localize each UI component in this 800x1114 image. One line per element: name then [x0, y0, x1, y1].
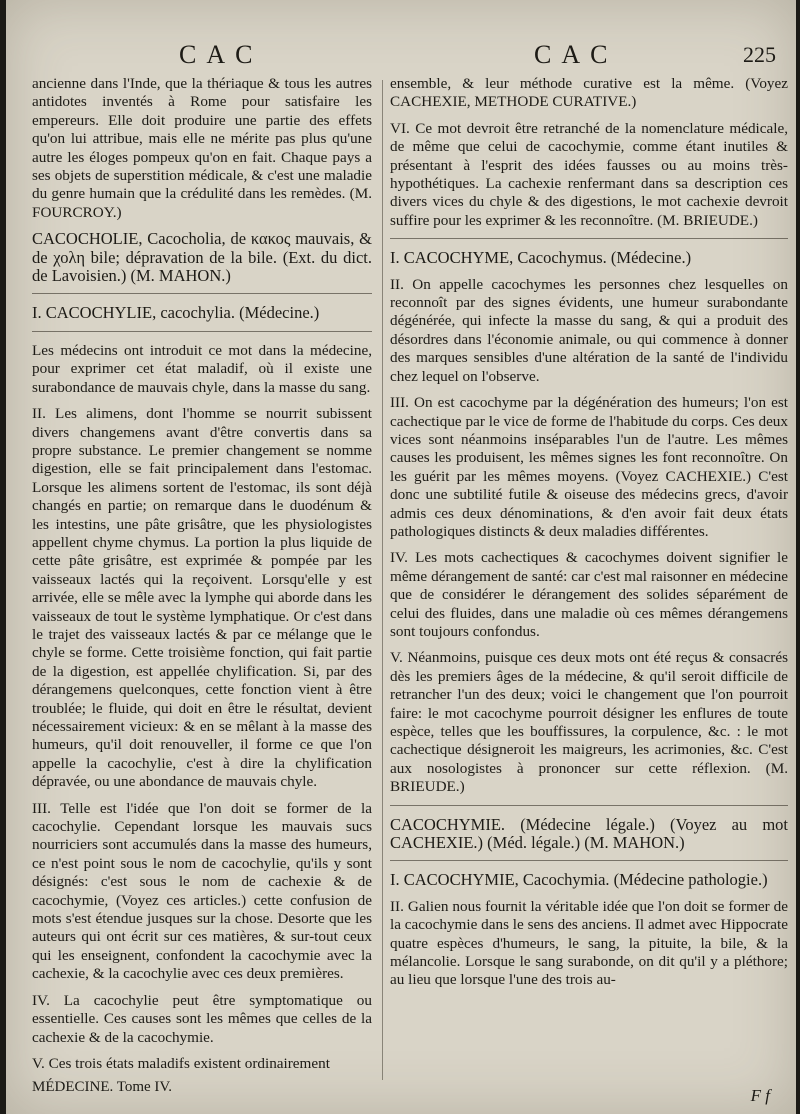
paragraph: III. On est cacochyme par la dégénération des humeurs; l'on est cachectique par le vice de forme de l'habitude du corps. Ces deux vices sont néanmoins inséparables l'un de l'autre. Les mêmes causes les produisent, les mêmes signes les font reconnoître. On les guérit par les mêmes moyens. (Voyez CACHEXIE.) C'est donc une subtilité futile & oiseuse des médecins grecs, d'avoir admis ces deux dénominations, & d'en avoir fait deux états pathologiques distincts & deux maladies différentes.: [390, 394, 788, 540]
entry-heading: I. CACOCHYME, Cacochymus. (Médecine.): [390, 248, 692, 268]
footer-signature: F f: [750, 1086, 770, 1105]
page-number: 225: [743, 42, 776, 67]
paragraph: ancienne dans l'Inde, que la thériaque & tous les autres antidotes inventés à Rome pour satisfaire les empereurs. Elle doit produire une partie des effets qu'on lui attribue, mais elle ne mérite pas plus qu'une autre les éloges pompeux qu'on en fait. Chaque pays a ses objets de superstition médicale, & c'est une maladie du genre humain que la crédulité dans les remèdes. (M. FOURCROY.): [32, 75, 372, 221]
paragraph: III. Telle est l'idée que l'on doit se former de la cacochylie. Cependant lorsque les mauvais sucs nourriciers sont accumulés dans la masse des humeurs, ce n'est point sous le nom de cacochylie, qu'ils y sont désignés: c'est sous le nom de cachexie & de cacochymie, (Voyez ces articles.) cette confusion de mots s'est étendue jusques sur la chose. Desorte que les auteurs qui ont écrit sur ces matières, & sur-tout ceux qui les enseignent, confondent la cacochymie avec la cachexie, & la cacochylie avec ces deux premières.: [32, 799, 372, 983]
header-right-word: CAC: [534, 40, 618, 69]
entry-heading: I. CACOCHYLIE, cacochylia. (Médecine.): [32, 303, 320, 323]
entry-separator: [390, 238, 788, 239]
column-divider: [382, 80, 383, 1080]
paragraph: VI. Ce mot devroit être retranché de la nomenclature médicale, de même que celui de cacochymie, comme étant inutiles & présentant à l'esprit des idées fausses ou au moins très-hypothétiques. La cachexie renfermant dans sa description ces divers vices du chyle & des digestions, le mot cachexie devroit suffire pour les exprimer & les reconnoître. (M. BRIEUDE.): [390, 119, 788, 229]
paragraph: II. On appelle cacochymes les personnes chez lesquelles on reconnoît par des signes évidents, une humeur surabondante dégénérée, qui infecte la masse du sang, & qui a produit des désordres dans l'économie animale, ou qui commence à donner des marques sensibles d'une altération de la santé de l'individu chez lequel on l'observe.: [390, 275, 788, 385]
paragraph: V. Néanmoins, puisque ces deux mots ont été reçus & consacrés dès les premiers âges de la médecine, & qu'il seroit difficile de retrancher l'un des deux; voici le changement que l'on pourroit faire: le mot cacochyme pourroit désigner les enflures de toute espèce, telles que les bouffissures, la corpulence, &c. : le mot cachectique désigneroit les maigreurs, les acrimonies, &c. C'est aux nosologistes à prononcer sur cette réflexion. (M. BRIEUDE.): [390, 649, 788, 796]
paragraph: IV. La cacochylie peut être symptomatique ou essentielle. Ces causes sont les mêmes que celles de la cachexie & de la cacochymie.: [32, 991, 372, 1046]
paragraph: II. Galien nous fournit la véritable idée que l'on doit se former de la cacochymie dans le sens des anciens. Il admet avec Hippocrate quatre espèces d'humeurs, le sang, la pituite, la bile, & la mélancolie. Lorsque le sang surabonde, on dit qu'il y a pléthore; au lieu que lorsque l'une des trois au-: [390, 897, 788, 989]
right-column: [390, 75, 788, 1084]
entry-cacocholie: CACOCHOLIE, Cacocholia, de κακος mauvais, & de χολη bile; dépravation de la bile. (Ext. du dict. de Lavoisien.) (M. MAHON.): [32, 229, 372, 286]
entry-cacochymie-legale: CACOCHYMIE. (Médecine légale.) (Voyez au mot CACHEXIE.) (Méd. légale.) (M. MAHON.): [390, 814, 788, 853]
entry-separator: [390, 805, 788, 806]
entry-separator: [390, 860, 788, 861]
paragraph: Les médecins ont introduit ce mot dans la médecine, pour exprimer cet état maladif, où il existe une surabondance de mauvais chyle, dans la masse du sang.: [32, 341, 372, 396]
paragraph: II. Les alimens, dont l'homme se nourrit subissent divers changemens avant d'être convertis dans sa propre substance. Le premier changement se nomme digestion, elle se fait principalement dans l'estomac. Lorsque les alimens sortent de l'estomac, ils sont déjà changés en partie; on remarque dans le duodénum & les intestins, une pâte grisâtre, que les physiologistes appellent chyme chymus. La portion la plus liquide de cette pâte grisâtre, est exprimée & pompée par les vaisseaux lactés qui la reçoivent. Lorsqu'elle y est arrivée, elle se mêle avec la lymphe qui aborde dans les vaisseaux de tout le système lymphatique. Or c'est dans le trajet des vaisseaux lactés & par ce mélange que le chyle se forme. Cette troisième fonction, qui fait partie de la digestion, est appellée chylification. Si, par des dérangemens quelconques, cette fonction vient à être troublée; le fluide, qui doit en être le résultat, devient nécessairement vicieux: & en se mêlant à la masse des humeurs, qu'il doit renouveller, il forme ce que l'on appelle la cacochylie, c'est à dire la chylification dépravée, ou une abondance de mauvais chyle.: [32, 405, 372, 791]
left-column: [32, 75, 372, 1084]
book-page: [6, 0, 796, 1114]
paragraph: IV. Les mots cachectiques & cacochymes doivent signifier le même dérangement de santé: car c'est mal raisonner en médecine que de considérer le dérangement des solides séparément de celui des fluides, dans une maladie où ces mêmes dérangemens sont toujours confondus.: [390, 549, 788, 640]
entry-separator: [32, 293, 372, 294]
entry-heading: I. CACOCHYMIE, Cacochymia. (Médecine pathologie.): [390, 870, 768, 890]
running-header: [34, 40, 776, 72]
header-left-word: CAC: [179, 40, 263, 69]
paragraph: ensemble, & leur méthode curative est la même. (Voyez CACHEXIE, METHODE CURATIVE.): [390, 75, 788, 111]
paragraph: V. Ces trois états maladifs existent ordinairement: [32, 1054, 330, 1072]
footer-volume: MÉDECINE. Tome IV.: [32, 1079, 173, 1095]
entry-separator: [32, 331, 372, 332]
